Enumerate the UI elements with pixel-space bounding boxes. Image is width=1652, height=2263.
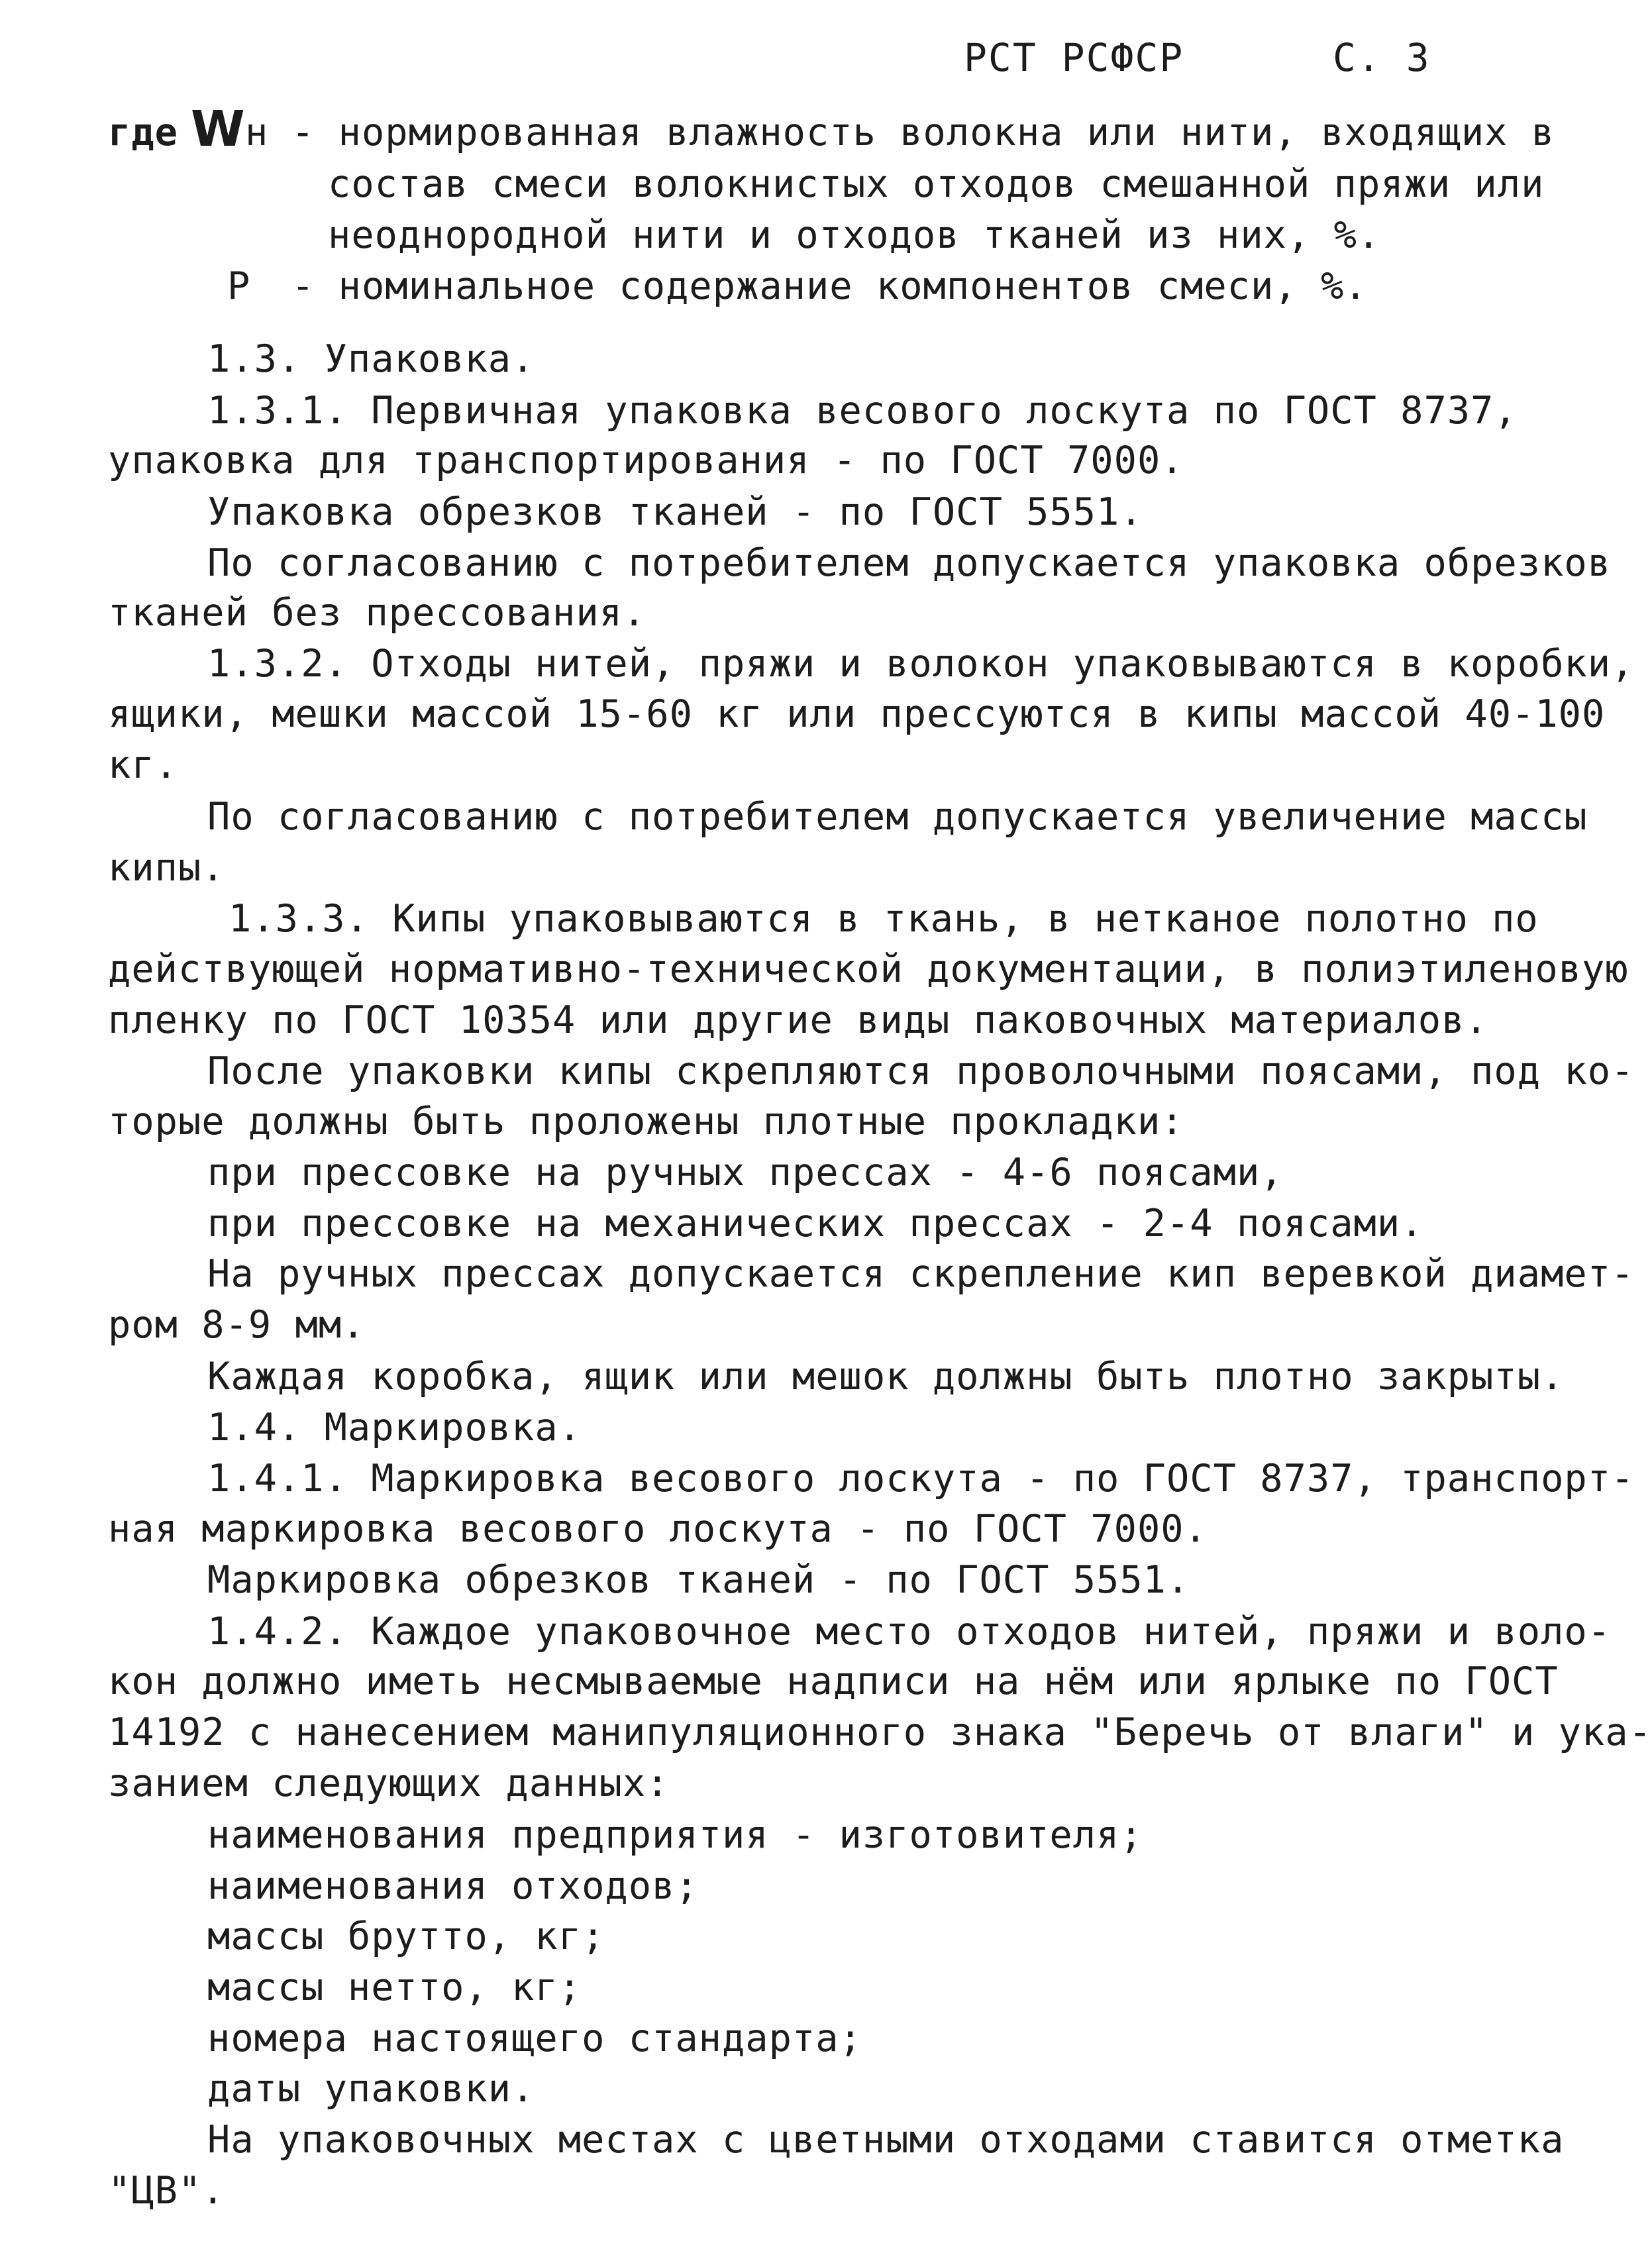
body-line: массы брутто, кг; [207, 1915, 605, 1958]
body-line: при прессовке на механических прессах - 2-4 поясами. [207, 1202, 1424, 1245]
body-line: После упаковки кипы скрепляются проволочными поясами, под ко- [207, 1049, 1635, 1093]
p-symbol: Р [227, 264, 251, 308]
body-line: ная маркировка весового лоскута - по ГОСТ 7000. [108, 1507, 1208, 1551]
where-word: где [108, 111, 178, 154]
body-line: кон должно иметь несмываемые надписи на нём или ярлыке по ГОСТ [108, 1659, 1559, 1703]
body-line: пленку по ГОСТ 10354 или другие виды паковочных материалов. [108, 998, 1488, 1042]
body-line: наименования предприятия - изготовителя; [207, 1813, 1143, 1857]
body-line: упаковка для транспортирования - по ГОСТ 7000. [108, 439, 1184, 482]
body-line: наименования отходов; [207, 1864, 699, 1908]
body-line: тканей без прессования. [108, 591, 646, 635]
body-line: 1.3.1. Первичная упаковка весового лоскута по ГОСТ 8737, [207, 389, 1518, 433]
w-subscript: н [245, 111, 269, 154]
body-line: 1.3.3. Кипы упаковываются в ткань, в нетканое полотно по [229, 897, 1539, 941]
standard-code: РСТ РСФСР [964, 35, 1184, 80]
body-line: даты упаковки. [207, 2067, 535, 2111]
body-line: 1.3.2. Отходы нитей, пряжи и волокон упаковываются в коробки, [207, 642, 1635, 686]
body-line: кг. [108, 743, 178, 787]
body-line: 1.4. Маркировка. [207, 1406, 582, 1449]
body-line: занием следующих данных: [108, 1762, 670, 1805]
body-line: массы нетто, кг; [207, 1966, 582, 2009]
body-line: 1.4.1. Маркировка весового лоскута - по ГОСТ 8737, транспорт- [207, 1457, 1635, 1500]
body-line: при прессовке на ручных прессах - 4-6 поясами, [207, 1151, 1284, 1194]
body-line: торые должны быть проложены плотные прокладки: [108, 1100, 1184, 1143]
body-line: действующей нормативно-технической документации, в полиэтиленовую [108, 947, 1629, 991]
body-line: Упаковка обрезков тканей - по ГОСТ 5551. [207, 490, 1143, 534]
body-line: номера настоящего стандарта; [207, 2017, 862, 2060]
body-line: Каждая коробка, ящик или мешок должны быть плотно закрыты. [207, 1355, 1565, 1398]
body-line: ром 8-9 мм. [108, 1303, 366, 1347]
body-line: "ЦВ". [108, 2169, 225, 2213]
body-line: 1.3. Упаковка. [207, 337, 535, 381]
w-symbol: W [191, 101, 245, 158]
body-line: По согласованию с потребителем допускается упаковка обрезков [207, 541, 1612, 585]
page-number: С. 3 [1333, 35, 1431, 80]
body-line: По согласованию с потребителем допускается увеличение массы [207, 795, 1588, 839]
body-line: кипы. [108, 846, 225, 890]
body-line: 1.4.2. Каждое упаковочное место отходов нитей, пряжи и воло- [207, 1610, 1612, 1654]
body-line: На упаковочных местах с цветными отходами ставится отметка [207, 2118, 1565, 2162]
p-definition-line: - номинальное содержание компонентов смеси, %. [291, 264, 1368, 308]
w-definition-line-1: - нормированная влажность волокна или нити, входящих в [291, 111, 1555, 154]
body-line: ящики, мешки массой 15-60 кг или прессуются в кипы массой 40-100 [108, 692, 1606, 736]
body-line: 14192 с нанесением манипуляционного знака "Беречь от влаги" и ука- [108, 1710, 1652, 1754]
body-line: Маркировка обрезков тканей - по ГОСТ 5551. [207, 1558, 1190, 1602]
w-definition-line-2: состав смеси волокнистых отходов смешанной пряжи или [328, 162, 1545, 206]
w-definition-line-3: неоднородной нити и отходов тканей из них, %. [328, 213, 1381, 257]
body-line: На ручных прессах допускается скрепление кип веревкой диамет- [207, 1252, 1635, 1296]
